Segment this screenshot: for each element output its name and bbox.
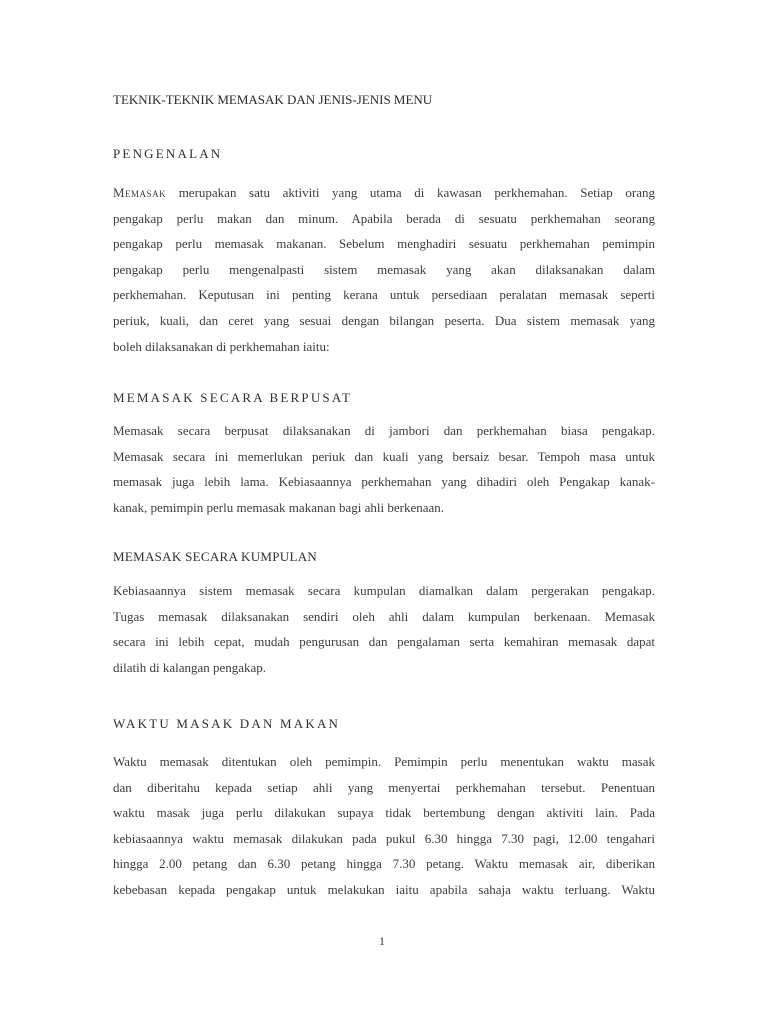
- paragraph-line: dan diberitahu kepada setiap ahli yang menyertai perkhemahan tersebut. Penentuan: [113, 779, 655, 795]
- paragraph-line: Kebiasaannya sistem memasak secara kumpulan diamalkan dalam pergerakan pengakap.: [113, 583, 655, 598]
- section-heading-pengenalan: PENGENALAN: [113, 146, 223, 161]
- section-body-kumpulan: [113, 578, 655, 680]
- section-body-pengenalan: [113, 180, 655, 359]
- page-number: 1: [379, 934, 385, 948]
- paragraph-line: Waktu memasak ditentukan oleh pemimpin. Pemimpin perlu menentukan waktu masak: [113, 754, 655, 769]
- paragraph-line: kebiasaannya waktu memasak dilakukan pada pukul 6.30 hingga 7.30 pagi, 12.00 tengahari: [113, 830, 655, 846]
- section-heading-kumpulan: MEMASAK SECARA KUMPULAN: [113, 549, 318, 564]
- paragraph-line: waktu masak juga perlu dilakukan supaya tidak bertembung dengan aktiviti lain. Pada: [113, 805, 655, 821]
- paragraph-line: perkhemahan. Keputusan ini penting kerana untuk persediaan peralatan memasak seperti: [113, 287, 655, 303]
- document-title: TEKNIK-TEKNIK MEMASAK DAN JENIS-JENIS MENU: [113, 92, 433, 107]
- section-body-berpusat: [113, 418, 655, 520]
- section-heading-berpusat: MEMASAK SECARA BERPUSAT: [113, 390, 353, 405]
- paragraph-line: secara ini lebih cepat, mudah pengurusan dan pengalaman serta kemahiran memasak dapat: [113, 634, 655, 650]
- section-body-waktu: [113, 749, 655, 903]
- paragraph-line: hingga 2.00 petang dan 6.30 petang hingga 7.30 petang. Waktu memasak air, diberikan: [113, 856, 655, 872]
- paragraph-line: Memasak merupakan satu aktiviti yang utama di kawasan perkhemahan. Setiap orang: [113, 185, 655, 200]
- lead-word: Memasak: [113, 185, 167, 200]
- paragraph-line: pengakap perlu mengenalpasti sistem memasak yang akan dilaksanakan dalam: [113, 261, 655, 277]
- paragraph-line: Memasak secara berpusat dilaksanakan di jambori dan perkhemahan biasa pengakap.: [113, 423, 655, 438]
- paragraph-line: periuk, kuali, dan ceret yang sesuai dengan bilangan peserta. Dua sistem memasak yang: [113, 312, 655, 328]
- paragraph-line: kanak, pemimpin perlu memasak makanan bagi ahli berkenaan.: [113, 499, 445, 515]
- paragraph-line: Memasak secara ini memerlukan periuk dan kuali yang bersaiz besar. Tempoh masa untuk: [113, 448, 655, 464]
- paragraph-line: dilatih di kalangan pengakap.: [113, 659, 267, 675]
- paragraph-line: memasak juga lebih lama. Kebiasaannya perkhemahan yang dihadiri oleh Pengakap kanak-: [113, 474, 655, 490]
- section-heading-waktu: WAKTU MASAK DAN MAKAN: [113, 716, 341, 731]
- paragraph-line: pengakap perlu makan dan minum. Apabila berada di sesuatu perkhemahan seorang: [113, 210, 655, 226]
- paragraph-line: boleh dilaksanakan di perkhemahan iaitu:: [113, 338, 330, 354]
- paragraph-line: pengakap perlu memasak makanan. Sebelum menghadiri sesuatu perkhemahan pemimpin: [113, 236, 655, 252]
- paragraph-line: Tugas memasak dilaksanakan sendiri oleh ahli dalam kumpulan berkenaan. Memasak: [113, 608, 655, 624]
- paragraph-line: kebebasan kepada pengakap untuk melakukan iaitu apabila sahaja waktu terluang. Waktu: [113, 881, 655, 897]
